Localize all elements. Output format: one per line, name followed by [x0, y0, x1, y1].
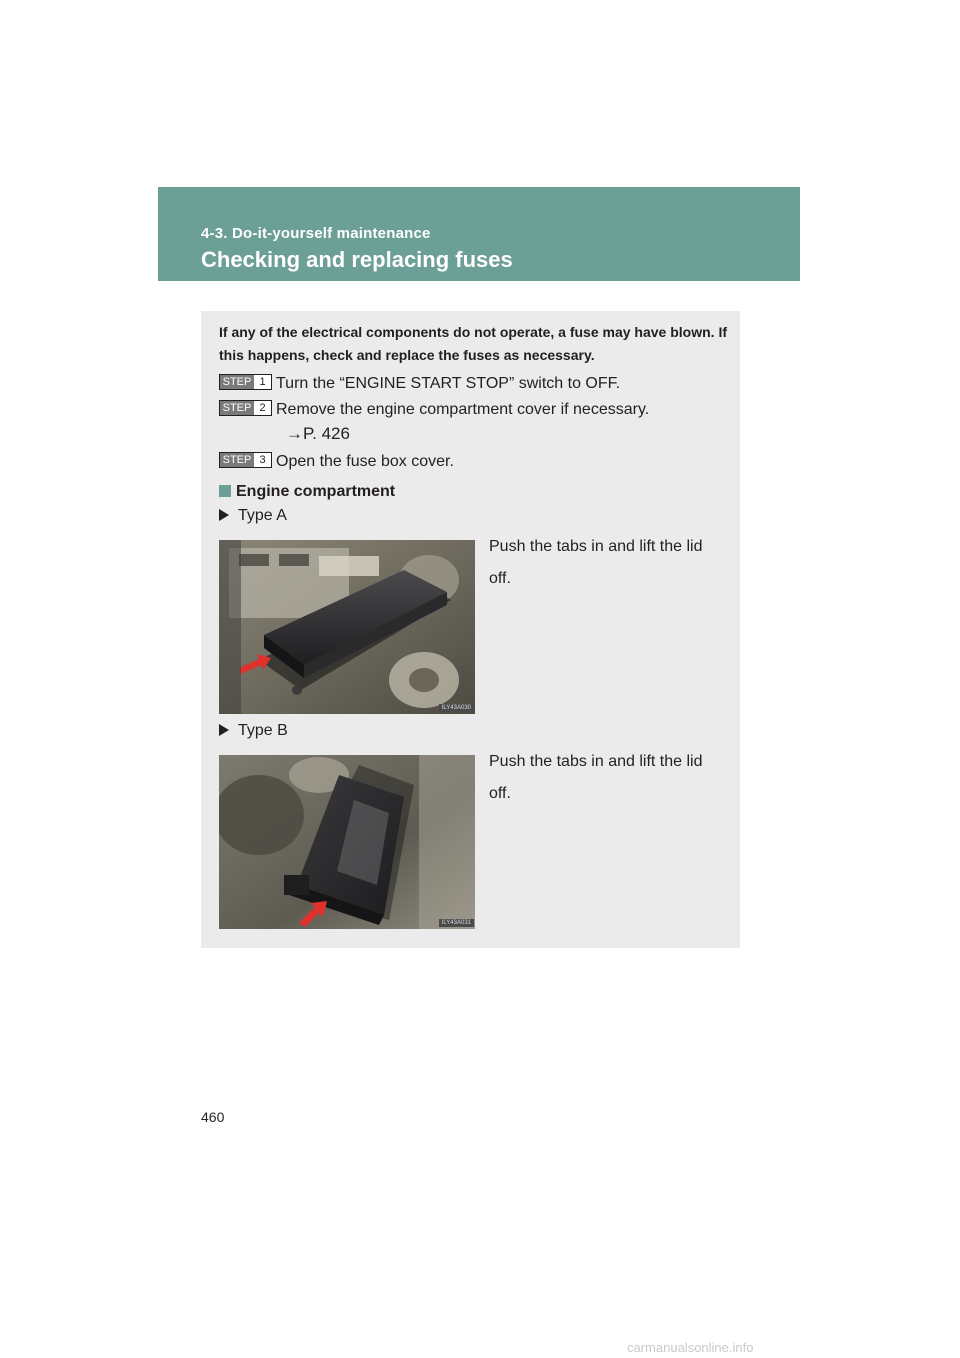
page-number: 460	[201, 1109, 225, 1125]
step-3	[219, 453, 454, 471]
watermark: carmanualsonline.info	[627, 1340, 754, 1355]
type-label-text: Type A	[238, 507, 287, 524]
step-badge	[219, 400, 272, 416]
step-badge-word: STEP	[220, 453, 254, 467]
intro-text: If any of the electrical components do not operate, a fuse may have blown. If this happens, check and replace the fuses as necessary.	[219, 324, 727, 363]
type-b-caption: Push the tabs in and lift the lid off.	[489, 753, 703, 802]
type-b-photo	[219, 755, 475, 929]
step-badge-number: 3	[259, 454, 266, 466]
type-b-label	[219, 722, 288, 740]
content-box	[201, 311, 740, 948]
image-code: ILY43A031	[439, 919, 474, 927]
fuse-box-type-b-image	[219, 755, 475, 929]
page-title: Checking and replacing fuses	[201, 247, 513, 272]
subheading-text: Engine compartment	[236, 483, 396, 500]
step-badge-number: 1	[259, 376, 266, 388]
step-badge	[219, 452, 272, 468]
step-text: Turn the “ENGINE START STOP” switch to OFF.	[276, 375, 621, 392]
triangle-bullet-icon	[219, 724, 229, 736]
step-2	[219, 401, 649, 419]
section-header	[158, 187, 800, 281]
step-badge-word: STEP	[220, 375, 254, 389]
step-1	[219, 375, 620, 393]
page-reference[interactable]: →P. 426	[286, 424, 350, 443]
section-title: 4-3. Do-it-yourself maintenance	[201, 225, 431, 242]
type-a-label	[219, 507, 287, 525]
triangle-bullet-icon	[219, 509, 229, 521]
square-bullet-icon	[219, 485, 231, 497]
step-text: Open the fuse box cover.	[276, 453, 454, 470]
step-text: Remove the engine compartment cover if necessary.	[276, 401, 650, 418]
step-badge	[219, 374, 272, 390]
type-a-photo	[219, 540, 475, 714]
step-badge-word: STEP	[220, 401, 254, 415]
subheading	[219, 483, 395, 501]
image-code: ILY43A030	[439, 704, 474, 712]
type-label-text: Type B	[238, 722, 288, 739]
step-badge-number: 2	[259, 402, 266, 414]
fuse-box-type-a-image	[219, 540, 475, 714]
type-a-caption: Push the tabs in and lift the lid off.	[489, 538, 703, 587]
